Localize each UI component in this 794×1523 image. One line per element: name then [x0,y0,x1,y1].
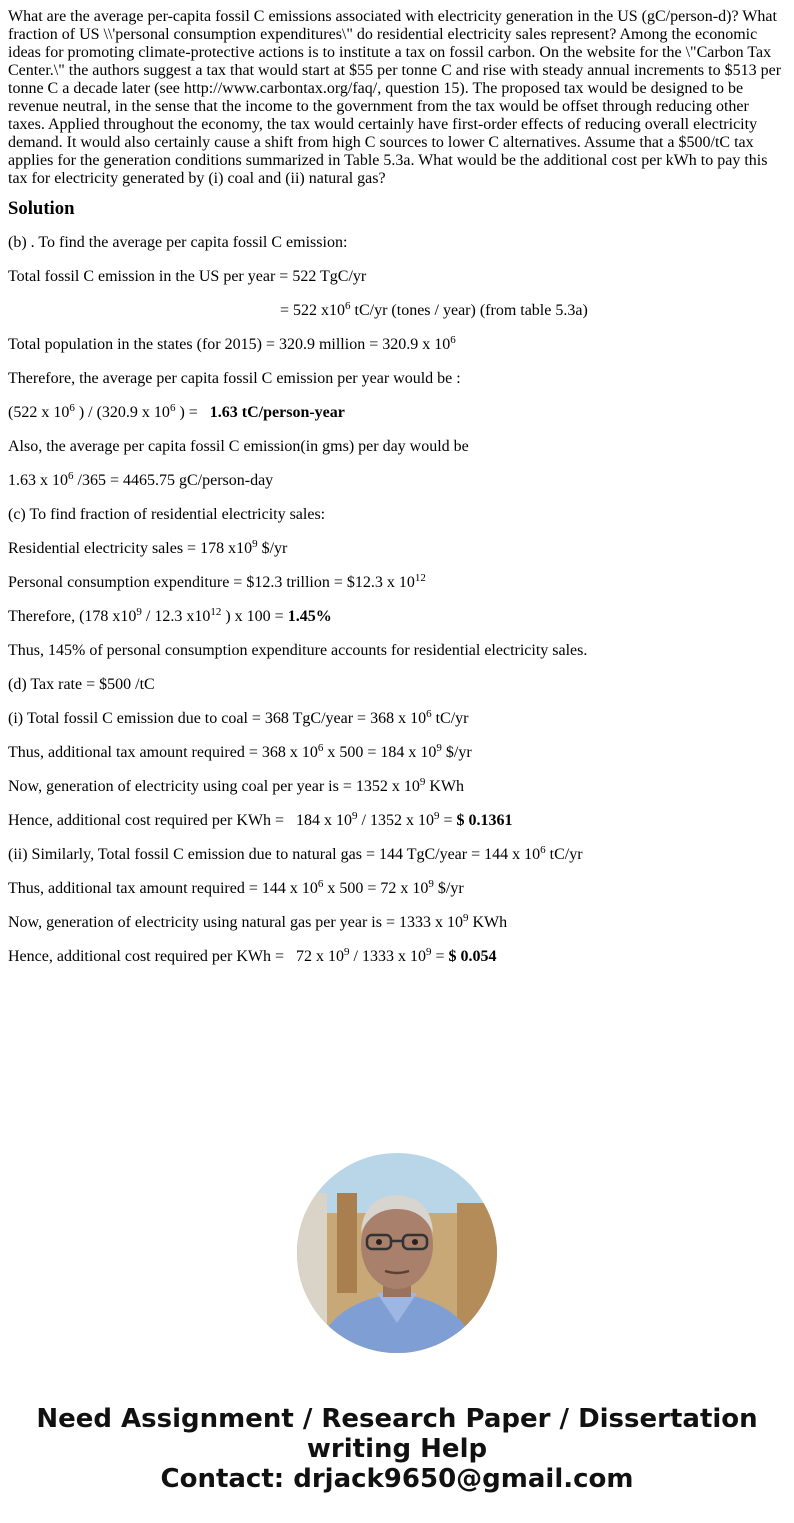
gas-tax-line: Thus, additional tax amount required = 144 x $10^6$ x 500 = 72 x $10^9$ $/yr [8,878,464,897]
footer-line-1: Need Assignment / Research Paper / Dissertation [36,1404,758,1434]
total-emission-line: Total fossil C emission in the US per year = 522 TgC/yr [8,268,367,285]
coal-cost-line: Hence, additional cost required per KWh = 184 x $10^9 / 1352$ x $10^9$ = $ 0.1361 [8,810,513,829]
gas-cost-line: Hence, additional cost required per KWh = 72 x $10^9 / 1333$ x $10^9$ = $ 0.054 [8,946,497,965]
population-line: Total population in the states (for 2015) = 320.9 million = 320.9 x $10^6$ [8,334,456,353]
footer-contact [0,1404,794,1494]
gas-generation-line: Now, generation of electricity using natural gas per year is = 1333 x $10^9$ KWh [8,912,508,931]
question-text: What are the average per-capita fossil C emissions associated with electricity generation in the US (gC/person-d)? What fraction of US \\'personal consumption expenditures\" do residential electricity sales represent? Among the economic ideas for promoting climate-protective actions is to institute a tax on fossil carbon. On the website for the \"Carbon Tax Center.\" the authors suggest a tax that would start at $55 per tonne C and rise with steady annual increments to $513 per tonne C a decade later (see http://www.carbontax.org/faq/, question 15). The proposed tax would be designed to be revenue neutral, in the sense that the income to the government from the tax would be offset through reducing other taxes. Applied throughout the economy, the tax would certainly have first-order effects of reducing overall electricity demand. It would also certainly cause a shift from high C sources to lower C alternatives. Assume that a $500/tC tax applies for the generation conditions summarized in Table 5.3a. What would be the additional cost per kWh to pay this tax for electricity generated by (i) coal and (ii) natural gas? [8,8,782,187]
gas-cost-result: $ 0.054 [448,948,497,965]
gas-emission-line: (ii) Similarly, Total fossil C emission due to natural gas = 144 TgC/year = 144 x $10^6$ tC/yr [8,844,583,863]
part-d-heading: (d) Tax rate = $500 /tC [8,676,155,693]
thus-line: Thus, 145% of personal consumption expenditure accounts for residential electricity sales. [8,642,588,659]
total-emission-converted-line: = 522 $x10^6$ tC/yr (tones / year) (from table 5.3a) [280,300,588,319]
footer-line-2: writing Help [306,1434,488,1464]
per-day-line: 1.63 x $10^6$ /365 = 4465.75 gC/person-day [8,470,274,489]
also-line: Also, the average per capita fossil C emission(in gms) per day would be [8,438,469,455]
coal-emission-line: (i) Total fossil C emission due to coal = 368 TgC/year = 368 x $10^6$ tC/yr [8,708,469,727]
footer-contact-email: Contact: drjack9650@gmail.com [160,1464,634,1494]
fraction-calc-line: Therefore, (178 $x10^9 / 12.3$ $x10^{12}$ ) x 100 = 1.45% [8,606,332,625]
coal-tax-line: Thus, additional tax amount required = 368 x $10^6$ x 500 = 184 x $10^9$ $/yr [8,742,472,761]
residential-sales-line: Residential electricity sales = 178 $x10^9$ $/yr [8,538,288,557]
document-body [8,8,786,982]
author-portrait-icon [297,1153,497,1353]
part-c-heading: (c) To find fraction of residential electricity sales: [8,506,326,523]
solution-heading: Solution [8,198,75,219]
therefore-line: Therefore, the average per capita fossil C emission per year would be : [8,370,461,387]
fraction-result: 1.45% [287,608,332,625]
author-photo [297,1153,497,1353]
part-b-heading: (b) . To find the average per capita fossil C emission: [8,234,348,251]
personal-consumption-line: Personal consumption expenditure = $12.3 trillion = $12.3 x $10^{12}$ [8,572,426,591]
per-capita-calc-line: (522 x $10^6$ ) / (320.9 x $10^6$ ) = 1.63 tC/person-year [8,402,345,421]
coal-cost-result: $ 0.1361 [456,812,513,829]
coal-generation-line: Now, generation of electricity using coal per year is = 1352 x $10^9$ KWh [8,776,465,795]
per-capita-result: 1.63 tC/person-year [209,404,345,421]
